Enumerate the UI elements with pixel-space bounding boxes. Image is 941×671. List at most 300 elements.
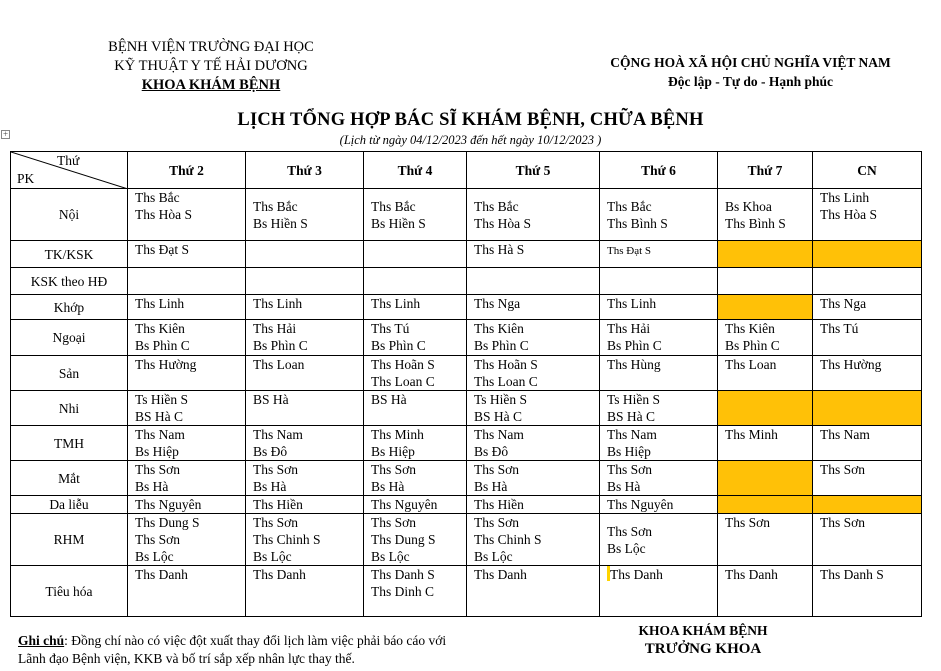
doctor-name-text: Ths Nga	[820, 296, 867, 311]
doctor-name-text: Bs Phìn C	[607, 338, 662, 353]
doctor-name	[474, 337, 599, 354]
schedule-cell[interactable]	[246, 295, 364, 320]
doctor-name-text: Ths Chinh S	[474, 532, 542, 547]
schedule-cell[interactable]	[813, 566, 922, 617]
clinic-name: Sản	[11, 356, 128, 391]
doctor-name	[253, 337, 363, 354]
doctor-name-text: Ths Bình S	[607, 216, 668, 231]
schedule-cell[interactable]	[600, 268, 718, 295]
doctor-name	[607, 241, 717, 260]
doctor-name-text: Ths Sơn	[135, 532, 181, 547]
doctor-name	[253, 531, 363, 548]
clinic-name: TMH	[11, 426, 128, 461]
doctor-name-text: Ths Hường	[135, 357, 197, 372]
doctor-name	[725, 320, 812, 337]
schedule-cell[interactable]	[813, 496, 922, 514]
doctor-name-text: Bs Phìn C	[725, 338, 780, 353]
doctor-name	[474, 215, 599, 232]
doctor-name	[607, 337, 717, 354]
schedule-cell[interactable]	[128, 356, 246, 391]
doctor-name-text: Ths Hải	[253, 321, 297, 336]
doctor-name-text: Bs Hà	[607, 479, 641, 494]
doctor-name	[135, 531, 245, 548]
schedule-cell[interactable]	[813, 268, 922, 295]
doctor-name	[725, 426, 812, 443]
day-header: CN	[813, 152, 922, 189]
schedule-cell[interactable]	[364, 320, 467, 356]
schedule-cell[interactable]	[246, 496, 364, 514]
day-header: Thứ 4	[364, 152, 467, 189]
doctor-name	[725, 356, 812, 373]
schedule-cell[interactable]	[718, 268, 813, 295]
doctor-name	[253, 198, 363, 215]
schedule-cell[interactable]	[467, 461, 600, 496]
schedule-cell[interactable]	[246, 320, 364, 356]
schedule-cell[interactable]	[718, 514, 813, 566]
doctor-name-text: Bs Lộc	[253, 549, 292, 564]
doctor-name-text: Ths Minh	[371, 427, 424, 442]
doctor-name-text: Ths Kiên	[135, 321, 185, 336]
doctor-name-text: Bs Lộc	[474, 549, 513, 564]
doctor-name-text: Ths Loan	[253, 357, 305, 372]
schedule-cell[interactable]	[813, 426, 922, 461]
doctor-name-text: Ths Hiền	[474, 497, 524, 512]
doctor-name	[135, 206, 245, 223]
schedule-cell[interactable]	[364, 268, 467, 295]
doctor-name	[371, 548, 466, 565]
doctor-name	[607, 198, 717, 215]
schedule-cell[interactable]	[364, 241, 467, 268]
doctor-name	[474, 408, 599, 425]
doctor-name-text: Ths Đạt S	[135, 242, 189, 257]
schedule-cell[interactable]	[467, 566, 600, 617]
schedule-cell[interactable]	[364, 566, 467, 617]
doctor-name-text: Bs Hiền S	[253, 216, 308, 231]
hospital-name-line2: KỸ THUẬT Y TẾ HẢI DƯƠNG	[114, 58, 308, 74]
doctor-name	[474, 426, 599, 443]
document-subtitle: (Lịch từ ngày 04/12/2023 đến hết ngày 10/12/2023 )	[339, 133, 602, 147]
doctor-name	[607, 443, 717, 460]
schedule-cell[interactable]	[246, 514, 364, 566]
doctor-name-text: Bs Khoa	[725, 199, 772, 214]
doctor-name-text: Ths Danh	[135, 567, 188, 582]
doctor-name	[253, 514, 363, 531]
doctor-name-text: Ths Loan	[725, 357, 777, 372]
schedule-cell[interactable]	[246, 391, 364, 426]
doctor-name-text: Ths Danh	[474, 567, 527, 582]
doctor-name-text: Bs Hà	[135, 479, 169, 494]
doctor-name-text: Bs Đô	[253, 444, 288, 459]
doctor-name-text: Ths Bắc	[371, 199, 416, 214]
doctor-name	[371, 443, 466, 460]
corner-cell	[11, 152, 128, 189]
doctor-name-text: Ths Hiền	[253, 497, 303, 512]
doctor-name	[474, 514, 599, 531]
table-row	[11, 461, 922, 496]
doctor-name	[607, 426, 717, 443]
doctor-name-text: Ths Nguyên	[607, 497, 674, 512]
schedule-cell[interactable]	[718, 391, 813, 426]
schedule-cell[interactable]	[718, 295, 813, 320]
clinic-name: TK/KSK	[11, 241, 128, 268]
doctor-name	[371, 373, 466, 390]
doctor-name-text: Ths Sơn	[253, 462, 299, 477]
doctor-name-text: BS Hà C	[474, 409, 523, 424]
schedule-cell[interactable]	[364, 391, 467, 426]
doctor-name	[820, 295, 921, 312]
schedule-cell[interactable]	[600, 496, 718, 514]
doctor-name-text: Bs Phìn C	[474, 338, 529, 353]
clinic-name: Khớp	[11, 295, 128, 320]
doctor-name	[371, 478, 466, 495]
doctor-name	[820, 426, 921, 443]
doctor-name-text: Ths Hường	[820, 357, 882, 372]
doctor-name	[474, 531, 599, 548]
schedule-cell[interactable]	[128, 566, 246, 617]
schedule-cell[interactable]	[128, 295, 246, 320]
doctor-name	[820, 566, 921, 583]
doctor-name-text: Bs Hiền S	[371, 216, 426, 231]
table-row	[11, 391, 922, 426]
schedule-cell[interactable]	[467, 426, 600, 461]
doctor-name-text: Ths Danh S	[820, 567, 884, 582]
doctor-name	[371, 295, 466, 312]
doctor-name-text: Ths Sơn	[607, 523, 653, 539]
doctor-name	[135, 320, 245, 337]
table-header-row	[11, 152, 922, 189]
doctor-name-text: Ths Sơn	[371, 462, 417, 477]
schedule-cell[interactable]	[467, 320, 600, 356]
schedule-cell[interactable]	[364, 514, 467, 566]
signature-title: TRƯỞNG KHOA	[644, 641, 762, 657]
doctor-name	[607, 523, 717, 540]
doctor-name	[135, 408, 245, 425]
doctor-name-text: Bs Hà	[474, 479, 508, 494]
doctor-name-text: Ths Sơn	[820, 515, 866, 530]
doctor-name-text: Ths Sơn	[253, 515, 299, 530]
doctor-name	[253, 496, 363, 513]
doctor-name	[474, 320, 599, 337]
doctor-name	[725, 514, 812, 531]
table-row	[11, 356, 922, 391]
doctor-name	[135, 391, 245, 408]
doctor-name	[725, 215, 812, 232]
day-header: Thứ 7	[718, 152, 813, 189]
doctor-name-text: Ths Bắc	[253, 199, 298, 214]
table-row	[11, 320, 922, 356]
department-name: KHOA KHÁM BỆNH	[141, 77, 281, 93]
schedule-cell[interactable]	[600, 295, 718, 320]
schedule-cell[interactable]	[467, 514, 600, 566]
schedule-cell[interactable]	[718, 189, 813, 241]
schedule-cell[interactable]	[467, 268, 600, 295]
doctor-name-text: Ths Loan C	[371, 374, 435, 389]
doctor-name	[474, 295, 599, 312]
doctor-name-text: BS Hà	[371, 392, 407, 407]
doctor-name-text: Ths Danh	[253, 567, 306, 582]
doctor-name-text: Ths Hòa S	[474, 216, 531, 231]
schedule-cell[interactable]	[813, 189, 922, 241]
table-row	[11, 189, 922, 241]
table-move-handle-icon[interactable]: +	[2, 129, 9, 139]
doctor-name	[371, 337, 466, 354]
doctor-name	[253, 215, 363, 232]
doctor-name	[725, 198, 812, 215]
doctor-name-text: Ths Hùng	[607, 357, 661, 372]
doctor-name	[135, 478, 245, 495]
table-row	[11, 268, 922, 295]
doctor-name-text: Ths Sơn	[725, 515, 771, 530]
schedule-cell[interactable]	[128, 391, 246, 426]
doctor-name-text: Ths Sơn	[474, 515, 520, 530]
doctor-name	[253, 426, 363, 443]
doctor-name-text: Ths Nam	[474, 427, 524, 442]
schedule-cell[interactable]	[600, 320, 718, 356]
doctor-name-text: Ths Danh	[725, 567, 778, 582]
doctor-name-text: Ths Bắc	[474, 199, 519, 214]
doctor-name-text: Ths Kiên	[474, 321, 524, 336]
doctor-name	[371, 356, 466, 373]
doctor-name	[607, 391, 717, 408]
doctor-name-text: Ths Minh	[725, 427, 778, 442]
doctor-name	[607, 461, 717, 478]
doctor-name	[253, 391, 363, 408]
doctor-name-text: Ths Nam	[135, 427, 185, 442]
national-title: CỘNG HOÀ XÃ HỘI CHỦ NGHĨA VIỆT NAM	[610, 55, 891, 70]
schedule-cell[interactable]	[246, 426, 364, 461]
doctor-name-text: Ts Hiền S	[135, 392, 189, 407]
doctor-name	[820, 514, 921, 531]
doctor-name-text: BS Hà	[253, 392, 289, 407]
schedule-cell[interactable]	[364, 461, 467, 496]
doctor-name	[820, 320, 921, 337]
doctor-name	[371, 496, 466, 513]
schedule-cell[interactable]	[718, 461, 813, 496]
schedule-cell[interactable]	[128, 320, 246, 356]
table-row	[11, 496, 922, 514]
doctor-name	[474, 566, 599, 583]
doctor-name	[253, 443, 363, 460]
doctor-name-text: Ths Linh	[820, 190, 870, 205]
doctor-name	[135, 337, 245, 354]
schedule-cell[interactable]	[600, 426, 718, 461]
doctor-name	[607, 356, 717, 373]
doctor-name	[607, 320, 717, 337]
doctor-name-text: Bs Phìn C	[253, 338, 308, 353]
schedule-cell[interactable]	[600, 514, 718, 566]
doctor-name-text: Ths Nam	[607, 427, 657, 442]
schedule-cell[interactable]	[600, 566, 718, 617]
doctor-name-text: Ths Nguyên	[371, 497, 438, 512]
doctor-name-text: Ths Linh	[135, 296, 185, 311]
doctor-name	[371, 215, 466, 232]
doctor-name	[253, 320, 363, 337]
doctor-name-text: Ths Chinh S	[253, 532, 321, 547]
doctor-name-text: Bs Lộc	[371, 549, 410, 564]
doctor-name	[371, 320, 466, 337]
schedule-cell[interactable]	[246, 268, 364, 295]
schedule-cell[interactable]	[813, 295, 922, 320]
doctor-name-text: Bs Hiệp	[607, 444, 651, 459]
schedule-cell[interactable]	[467, 496, 600, 514]
schedule-cell[interactable]	[813, 391, 922, 426]
doctor-name-text: Ths Nam	[820, 427, 870, 442]
doctor-name-text: Bs Lộc	[607, 540, 646, 556]
doctor-name-text: Ths Nam	[253, 427, 303, 442]
national-motto: Độc lập - Tự do - Hạnh phúc	[667, 74, 834, 89]
doctor-name-text: Ths Bình S	[725, 216, 786, 231]
clinic-name: Nhi	[11, 391, 128, 426]
doctor-name	[474, 548, 599, 565]
schedule-cell[interactable]	[128, 268, 246, 295]
hospital-name-line1: BỆNH VIỆN TRƯỜNG ĐẠI HỌC	[108, 39, 314, 55]
note	[18, 632, 458, 668]
doctor-name	[135, 461, 245, 478]
schedule-cell[interactable]	[467, 189, 600, 241]
schedule-cell[interactable]	[246, 461, 364, 496]
clinic-name: Tiêu hóa	[11, 566, 128, 617]
clinic-name: Nội	[11, 189, 128, 241]
day-header: Thứ 5	[467, 152, 600, 189]
schedule-cell[interactable]	[600, 356, 718, 391]
schedule-cell[interactable]	[467, 391, 600, 426]
doctor-name	[371, 426, 466, 443]
doctor-name-text: Ths Linh	[253, 296, 303, 311]
doctor-name-text: Ths Bắc	[607, 199, 652, 214]
doctor-name	[607, 540, 717, 557]
day-header: Thứ 6	[600, 152, 718, 189]
schedule-cell[interactable]	[813, 514, 922, 566]
doctor-name-text: Bs Phìn C	[135, 338, 190, 353]
doctor-name	[820, 356, 921, 373]
schedule-cell[interactable]	[718, 426, 813, 461]
schedule-cell[interactable]	[128, 241, 246, 268]
schedule-cell[interactable]	[364, 356, 467, 391]
clinic-name: Mắt	[11, 461, 128, 496]
doctor-name-text: Ths Tú	[371, 321, 410, 336]
doctor-name-text: Ths Hà S	[474, 242, 525, 257]
doctor-name-text: Ths Hải	[607, 321, 651, 336]
schedule-cell[interactable]	[467, 295, 600, 320]
schedule-cell[interactable]	[128, 189, 246, 241]
doctor-name	[820, 461, 921, 478]
schedule-cell[interactable]	[718, 320, 813, 356]
doctor-name-text: Bs Đô	[474, 444, 509, 459]
doctor-name	[371, 514, 466, 531]
clinic-name: RHM	[11, 514, 128, 566]
schedule-cell[interactable]	[718, 496, 813, 514]
schedule-cell[interactable]	[718, 356, 813, 391]
day-header: Thứ 3	[246, 152, 364, 189]
schedule-cell[interactable]	[246, 566, 364, 617]
doctor-name	[607, 215, 717, 232]
doctor-name	[371, 391, 466, 408]
schedule-cell[interactable]	[718, 241, 813, 268]
schedule-cell[interactable]	[128, 514, 246, 566]
doctor-name-text: Ths Kiên	[725, 321, 775, 336]
table-row	[11, 514, 922, 566]
schedule-cell[interactable]	[246, 241, 364, 268]
doctor-name	[371, 198, 466, 215]
schedule-cell[interactable]	[600, 241, 718, 268]
doctor-name-text: Ths Dung S	[371, 532, 436, 547]
header-left	[76, 38, 346, 95]
doctor-name	[135, 189, 245, 206]
doctor-name	[135, 295, 245, 312]
doctor-name-text: BS Hà C	[607, 409, 656, 424]
doctor-name-text: Ths Nguyên	[135, 497, 202, 512]
doctor-name-text: Ths Loan C	[474, 374, 538, 389]
schedule-cell[interactable]	[467, 356, 600, 391]
note-text: : Đồng chí nào có việc đột xuất thay đổi lịch làm việc phải báo cáo với Lãnh đạo Bệnh viện, KKB và bố trí sắp xếp nhân lực thay thế.	[18, 633, 447, 666]
schedule-cell[interactable]	[600, 461, 718, 496]
schedule-cell[interactable]	[813, 320, 922, 356]
doctor-name	[607, 566, 717, 583]
corner-label-day: Thứ	[57, 153, 80, 168]
schedule-cell[interactable]	[718, 566, 813, 617]
doctor-name-text: Bs Hà	[253, 479, 287, 494]
doctor-name	[474, 391, 599, 408]
doctor-name-text: Bs Lộc	[135, 549, 174, 564]
schedule-cell[interactable]	[600, 391, 718, 426]
doctor-name-text: Ths Hòa S	[820, 207, 877, 222]
schedule-cell[interactable]	[364, 496, 467, 514]
schedule-cell[interactable]	[128, 496, 246, 514]
schedule-cell[interactable]	[364, 426, 467, 461]
table-row	[11, 426, 922, 461]
doctor-name-text: BS Hà C	[135, 409, 184, 424]
doctor-name	[135, 496, 245, 513]
doctor-name	[607, 496, 717, 513]
doctor-name	[607, 295, 717, 312]
schedule-cell[interactable]	[246, 356, 364, 391]
schedule-cell[interactable]	[364, 189, 467, 241]
doctor-name	[135, 514, 245, 531]
doctor-name-text: Ths Hoãn S	[371, 357, 435, 372]
doctor-name	[253, 295, 363, 312]
doctor-name	[607, 408, 717, 425]
header-right	[578, 53, 923, 91]
schedule-cell[interactable]	[467, 241, 600, 268]
doctor-name	[371, 566, 466, 583]
schedule-cell[interactable]	[600, 189, 718, 241]
schedule-cell[interactable]	[813, 461, 922, 496]
schedule-cell[interactable]	[813, 241, 922, 268]
clinic-name: KSK theo HĐ	[11, 268, 128, 295]
doctor-name-text: Ths Nga	[474, 296, 521, 311]
doctor-name	[474, 461, 599, 478]
doctor-name-text: Ths Sơn	[474, 462, 520, 477]
schedule-cell[interactable]	[246, 189, 364, 241]
doctor-name	[135, 548, 245, 565]
doctor-name	[474, 443, 599, 460]
schedule-cell[interactable]	[813, 356, 922, 391]
schedule-cell[interactable]	[128, 426, 246, 461]
doctor-name-text: Ths Linh	[371, 296, 421, 311]
doctor-name	[253, 461, 363, 478]
table-row	[11, 295, 922, 320]
schedule-cell[interactable]	[128, 461, 246, 496]
doctor-name-text: Ths Dung S	[135, 515, 200, 530]
document-title: LỊCH TỔNG HỢP BÁC SĨ KHÁM BỆNH, CHỮA BỆNH	[237, 110, 704, 130]
doctor-name	[253, 356, 363, 373]
doctor-name-text: Bs Hà	[371, 479, 405, 494]
clinic-name: Da liễu	[11, 496, 128, 514]
doctor-name	[371, 531, 466, 548]
doctor-name-text: Ths Linh	[607, 296, 657, 311]
schedule-cell[interactable]	[364, 295, 467, 320]
doctor-name-text: Ths Dinh C	[371, 584, 435, 599]
